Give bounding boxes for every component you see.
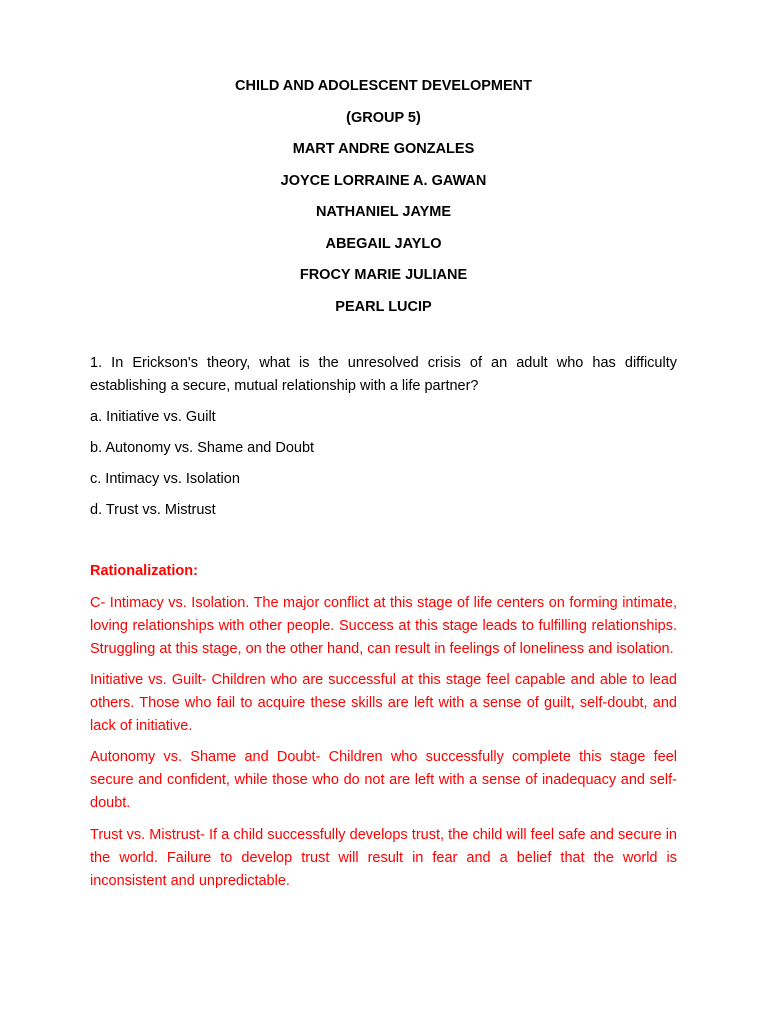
rationalization-paragraph: Trust vs. Mistrust- If a child successfully develops trust, the child will feel safe and secure in the world. Failure to develop trust will result in fear and a belief that the world is inconsistent and unpredictable. xyxy=(90,826,677,889)
answer-option-a: a. Initiative vs. Guilt xyxy=(90,408,216,425)
answer-option-b: b. Autonomy vs. Shame and Doubt xyxy=(90,439,315,456)
rationalization-paragraph: C- Intimacy vs. Isolation. The major conflict at this stage of life centers on forming intimate, loving relationships with other people. Success at this stage leads to fulfilling relationships. Struggling at this stage, on the other hand, can result in feelings of loneliness and isolation. xyxy=(90,594,677,657)
rationalization-paragraph: Initiative vs. Guilt- Children who are successful at this stage feel capable and able to lead others. Those who fail to acquire these skills are left with a sense of guilt, self-doubt, and lack of initiative. xyxy=(90,671,677,734)
rationalization-heading: Rationalization: xyxy=(90,563,198,580)
member-name: JOYCE LORRAINE A. GAWAN xyxy=(280,172,487,189)
member-name: MART ANDRE GONZALES xyxy=(292,141,475,157)
rationalization-section xyxy=(90,560,677,892)
member-name: ABEGAIL JAYLO xyxy=(325,235,442,252)
group-label: (GROUP 5) xyxy=(346,109,421,126)
answer-option-d: d. Trust vs. Mistrust xyxy=(90,502,216,519)
answer-option-c: c. Intimacy vs. Isolation xyxy=(90,471,240,488)
member-name: FROCY MARIE JULIANE xyxy=(299,267,468,283)
document-title: CHILD AND ADOLESCENT DEVELOPMENT xyxy=(235,78,532,94)
member-name: NATHANIEL JAYME xyxy=(315,204,452,220)
question-block xyxy=(90,352,677,523)
member-name: PEARL LUCIP xyxy=(335,298,432,315)
rationalization-paragraph: Autonomy vs. Shame and Doubt- Children who successfully complete this stage feel secure and confident, while those who do not are left with a sense of inadequacy and self-doubt. xyxy=(90,749,677,812)
document-page xyxy=(90,76,677,901)
document-header xyxy=(90,76,677,317)
question-text: 1. In Erickson's theory, what is the unresolved crisis of an adult who has difficulty establishing a secure, mutual relationship with a life partner? xyxy=(90,354,677,394)
